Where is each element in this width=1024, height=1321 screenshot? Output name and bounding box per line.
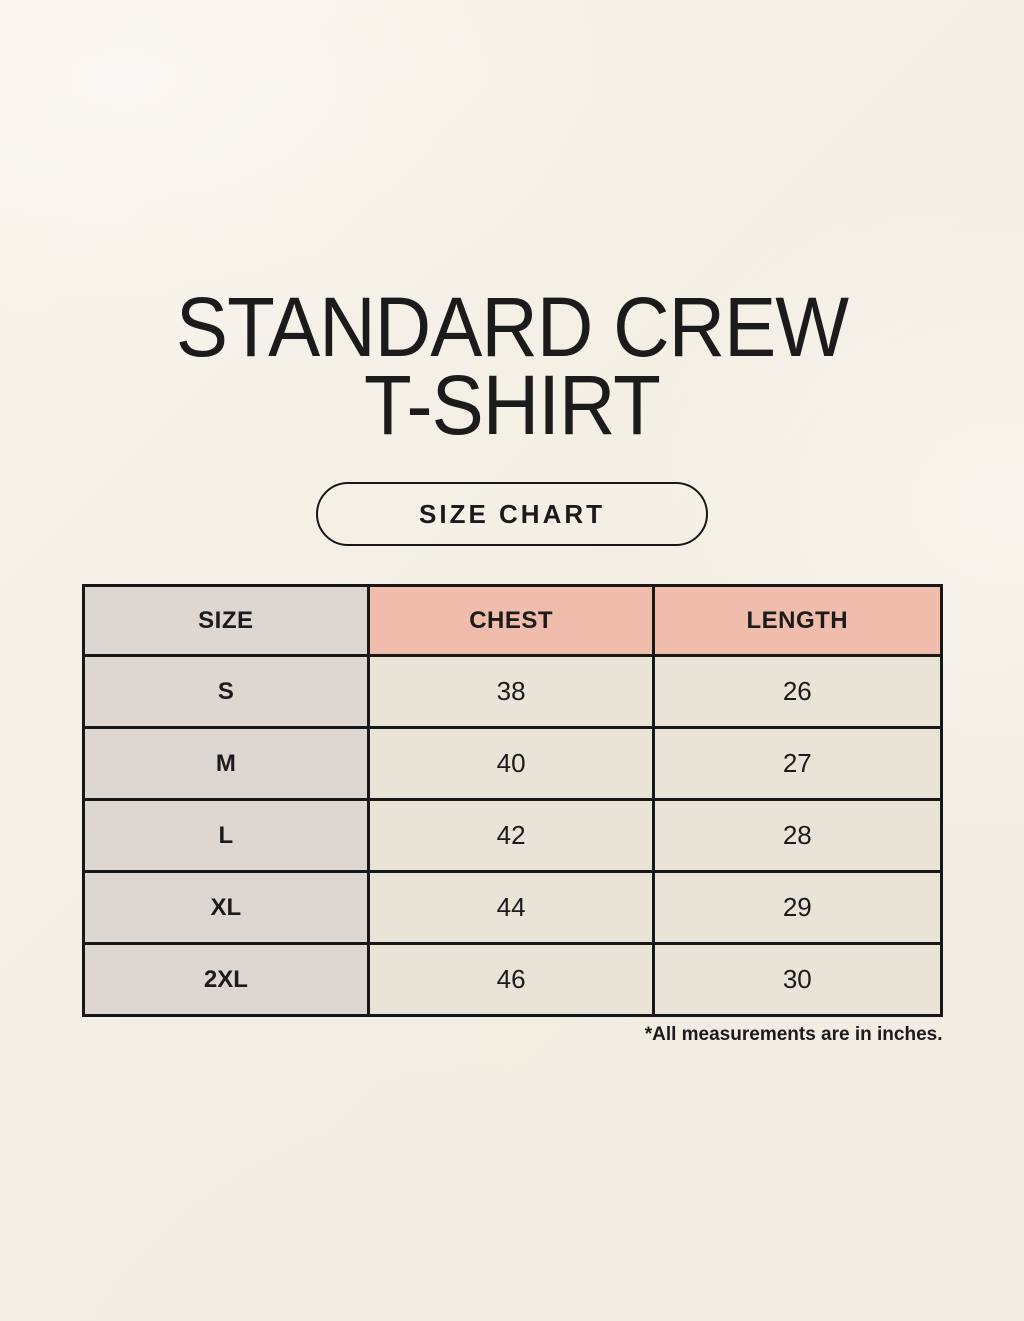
table-row-s (83, 656, 941, 728)
length-value: 30 (654, 944, 941, 1016)
chest-value: 46 (369, 944, 654, 1016)
size-table (82, 584, 943, 1017)
length-value: 27 (654, 728, 941, 800)
length-value: 26 (654, 656, 941, 728)
chest-value: 44 (369, 872, 654, 944)
length-value: 28 (654, 800, 941, 872)
measurements-footnote: *All measurements are in inches. (644, 1024, 943, 1046)
column-header-size: SIZE (83, 586, 369, 656)
size-chart-badge-label: SIZE CHART (419, 498, 605, 529)
page-title-line-1: STANDARD CREW (175, 280, 849, 374)
table-row-m (83, 728, 941, 800)
column-header-length: LENGTH (654, 586, 941, 656)
chest-value: 42 (369, 800, 654, 872)
size-chart-badge (316, 482, 708, 546)
table-row-xl (83, 872, 941, 944)
size-label: L (83, 800, 369, 872)
size-label: S (83, 656, 369, 728)
table-row-l (83, 800, 941, 872)
size-label: 2XL (83, 944, 369, 1016)
page-title (36, 0, 988, 453)
table-row-2xl (83, 944, 941, 1016)
chest-value: 40 (369, 728, 654, 800)
chest-value: 38 (369, 656, 654, 728)
page-title-line-2: T-SHIRT (364, 358, 660, 453)
column-header-chest: CHEST (369, 586, 654, 656)
size-label: M (83, 728, 369, 800)
length-value: 29 (654, 872, 941, 944)
table-header-row (83, 586, 941, 656)
size-label: XL (83, 872, 369, 944)
